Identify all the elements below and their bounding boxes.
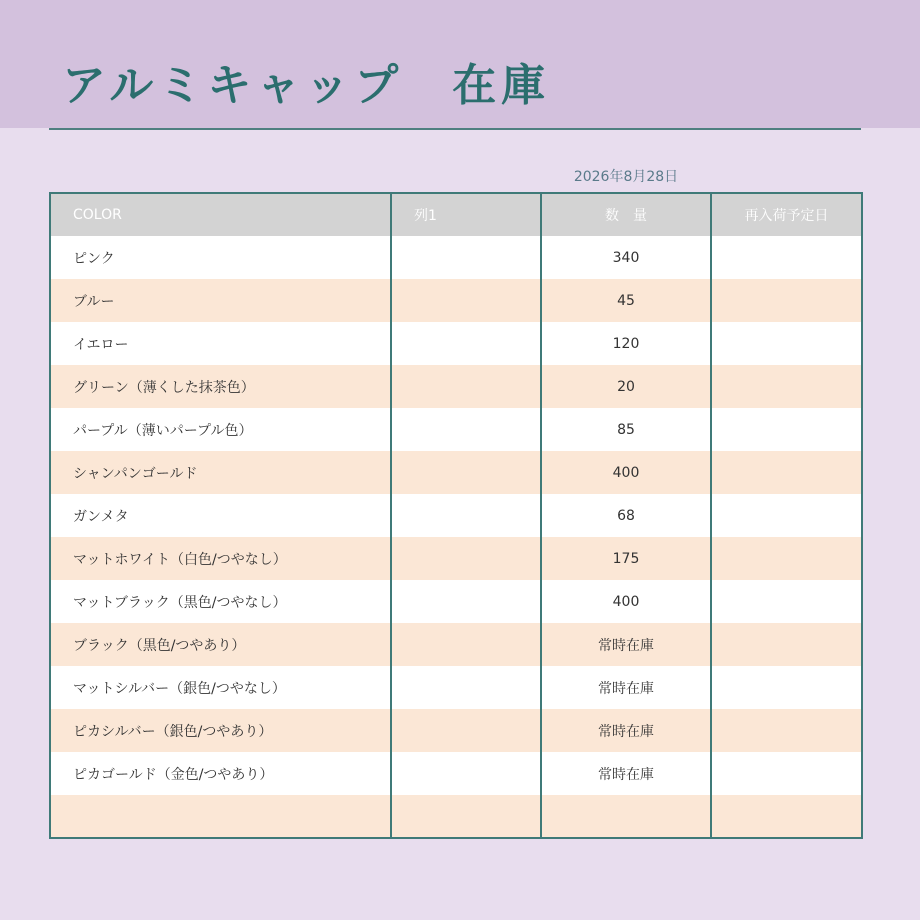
cell-color[interactable]: ピカゴールド（金色/つやあり） xyxy=(50,752,391,795)
cell-quantity[interactable]: 常時在庫 xyxy=(541,623,711,666)
cell-col1[interactable] xyxy=(391,709,541,752)
cell-restock-date[interactable] xyxy=(711,451,862,494)
cell-col1[interactable] xyxy=(391,666,541,709)
cell-color[interactable]: グリーン（薄くした抹茶色） xyxy=(50,365,391,408)
cell-color[interactable]: マットブラック（黒色/つやなし） xyxy=(50,580,391,623)
table-row xyxy=(50,709,862,752)
page-title: アルミキャップ 在庫 xyxy=(62,60,551,111)
table-row xyxy=(50,451,862,494)
cell-col1[interactable] xyxy=(391,279,541,322)
table-row xyxy=(50,666,862,709)
cell-restock-date[interactable] xyxy=(711,408,862,451)
table-row xyxy=(50,623,862,666)
cell-col1[interactable] xyxy=(391,365,541,408)
table-row xyxy=(50,408,862,451)
cell-col1[interactable] xyxy=(391,795,541,838)
table-row xyxy=(50,236,862,279)
cell-restock-date[interactable] xyxy=(711,494,862,537)
cell-color[interactable]: ブルー xyxy=(50,279,391,322)
cell-color[interactable]: ブラック（黒色/つやあり） xyxy=(50,623,391,666)
cell-color[interactable]: イエロー xyxy=(50,322,391,365)
table-header-row xyxy=(50,193,862,236)
cell-quantity[interactable]: 400 xyxy=(541,451,711,494)
title-divider xyxy=(49,128,861,130)
table-row xyxy=(50,795,862,838)
cell-restock-date[interactable] xyxy=(711,666,862,709)
column-header-restock-date[interactable]: 再入荷予定日 xyxy=(711,193,862,236)
cell-quantity[interactable]: 常時在庫 xyxy=(541,666,711,709)
cell-col1[interactable] xyxy=(391,623,541,666)
column-header-color[interactable]: COLOR xyxy=(50,193,391,236)
cell-color[interactable]: パープル（薄いパープル色） xyxy=(50,408,391,451)
inventory-date: 2026年8月28日 xyxy=(573,169,679,185)
cell-restock-date[interactable] xyxy=(711,795,862,838)
column-header-col1[interactable]: 列1 xyxy=(391,193,541,236)
table-row xyxy=(50,752,862,795)
cell-quantity[interactable]: 68 xyxy=(541,494,711,537)
table-row xyxy=(50,365,862,408)
cell-color[interactable] xyxy=(50,795,391,838)
cell-color[interactable]: マットシルバー（銀色/つやなし） xyxy=(50,666,391,709)
cell-quantity[interactable]: 340 xyxy=(541,236,711,279)
cell-color[interactable]: ガンメタ xyxy=(50,494,391,537)
column-header-quantity[interactable]: 数 量 xyxy=(541,193,711,236)
cell-restock-date[interactable] xyxy=(711,752,862,795)
cell-color[interactable]: ピンク xyxy=(50,236,391,279)
cell-col1[interactable] xyxy=(391,236,541,279)
table-row xyxy=(50,494,862,537)
table-row xyxy=(50,279,862,322)
cell-restock-date[interactable] xyxy=(711,322,862,365)
cell-restock-date[interactable] xyxy=(711,365,862,408)
cell-quantity[interactable]: 45 xyxy=(541,279,711,322)
table-row xyxy=(50,537,862,580)
cell-quantity[interactable]: 常時在庫 xyxy=(541,709,711,752)
cell-quantity[interactable]: 400 xyxy=(541,580,711,623)
cell-color[interactable]: マットホワイト（白色/つやなし） xyxy=(50,537,391,580)
cell-quantity[interactable]: 120 xyxy=(541,322,711,365)
cell-quantity[interactable]: 85 xyxy=(541,408,711,451)
cell-col1[interactable] xyxy=(391,752,541,795)
table-row xyxy=(50,322,862,365)
cell-col1[interactable] xyxy=(391,537,541,580)
cell-col1[interactable] xyxy=(391,451,541,494)
cell-restock-date[interactable] xyxy=(711,279,862,322)
table-row xyxy=(50,580,862,623)
cell-restock-date[interactable] xyxy=(711,537,862,580)
cell-quantity[interactable]: 常時在庫 xyxy=(541,752,711,795)
cell-col1[interactable] xyxy=(391,494,541,537)
cell-col1[interactable] xyxy=(391,322,541,365)
cell-col1[interactable] xyxy=(391,580,541,623)
cell-color[interactable]: ピカシルバー（銀色/つやあり） xyxy=(50,709,391,752)
inventory-table xyxy=(49,192,863,839)
cell-quantity[interactable] xyxy=(541,795,711,838)
cell-color[interactable]: シャンパンゴールド xyxy=(50,451,391,494)
cell-quantity[interactable]: 175 xyxy=(541,537,711,580)
cell-col1[interactable] xyxy=(391,408,541,451)
cell-restock-date[interactable] xyxy=(711,580,862,623)
cell-restock-date[interactable] xyxy=(711,236,862,279)
cell-restock-date[interactable] xyxy=(711,709,862,752)
cell-quantity[interactable]: 20 xyxy=(541,365,711,408)
cell-restock-date[interactable] xyxy=(711,623,862,666)
